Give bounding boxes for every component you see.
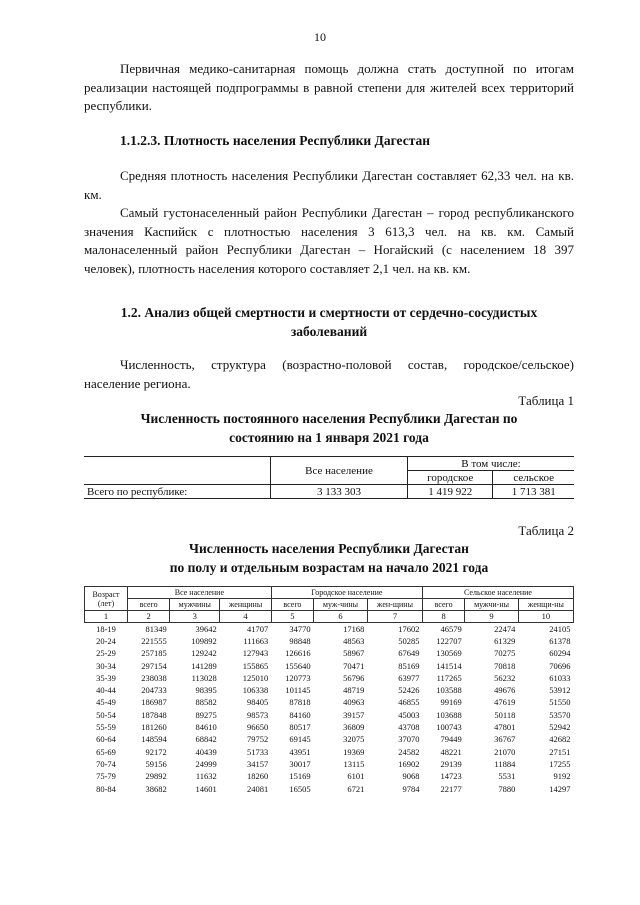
- population-cell: 69145: [289, 734, 311, 745]
- table2-column-number: 1: [85, 611, 128, 623]
- section-12-heading-line1: 1.2. Анализ общей смертности и смертности от сердечно-сосудистых: [120, 305, 538, 320]
- table2-sub-total: всего: [128, 599, 170, 611]
- population-cell: 27151: [549, 746, 571, 757]
- table1-header-urban: городское: [408, 471, 493, 485]
- population-cell: 297154: [141, 660, 167, 671]
- population-cell: 17168: [343, 623, 365, 634]
- section-1123-heading: 1.1.2.3. Плотность населения Республики Дагестан: [120, 133, 431, 148]
- population-cell: 186987: [141, 697, 167, 708]
- table2-sub-total-urban: всего: [271, 599, 313, 611]
- age-group-cell: 18-19: [96, 623, 116, 634]
- population-cell: 63977: [398, 672, 420, 683]
- population-cell: 24105: [549, 623, 571, 634]
- age-group-cell: 55-59: [96, 722, 116, 733]
- population-cell: 80517: [289, 722, 311, 733]
- table-row: [85, 783, 574, 795]
- population-cell: 40439: [195, 746, 217, 757]
- population-cell: 61378: [549, 635, 571, 646]
- age-group-cell: 60-64: [96, 734, 116, 745]
- population-cell: 111663: [243, 635, 269, 646]
- population-cell: 24081: [247, 783, 269, 794]
- population-cell: 39157: [343, 709, 365, 720]
- age-group-cell: 35-39: [96, 672, 116, 683]
- population-cell: 204733: [141, 685, 167, 696]
- population-cell: 181260: [141, 722, 167, 733]
- table1-row-label: Всего по республике:: [84, 485, 271, 499]
- population-cell: 79449: [440, 734, 462, 745]
- age-group-cell: 20-24: [96, 635, 116, 646]
- table2-column-number: 3: [170, 611, 220, 623]
- population-cell: 34770: [289, 623, 311, 634]
- population-cell: 51550: [549, 697, 571, 708]
- page-number: 10: [314, 30, 326, 44]
- population-cell: 87818: [289, 697, 311, 708]
- table2-header-all: Все население: [128, 587, 272, 599]
- population-cell: 6101: [347, 771, 365, 782]
- table2-sub-men-urban: муж-чины: [314, 599, 368, 611]
- population-cell: 47801: [494, 722, 516, 733]
- age-group-cell: 65-69: [96, 746, 116, 757]
- population-cell: 50118: [494, 709, 516, 720]
- table1-header-rural: сельское: [493, 471, 574, 485]
- population-cell: 48563: [343, 635, 365, 646]
- table2-sub-women-rural: женщи-ны: [518, 599, 573, 611]
- table-row: [85, 648, 574, 660]
- population-cell: 18260: [247, 771, 269, 782]
- population-cell: 32075: [343, 734, 365, 745]
- population-cell: 127943: [242, 648, 269, 659]
- age-group-cell: 75-79: [96, 771, 116, 782]
- population-cell: 155865: [242, 660, 269, 671]
- population-cell: 41707: [247, 623, 269, 634]
- table2-sub-women-urban: жен-щины: [367, 599, 422, 611]
- population-cell: 84160: [289, 709, 311, 720]
- table2-column-number: 6: [314, 611, 368, 623]
- population-cell: 56232: [494, 672, 516, 683]
- intro-paragraph: Первичная медико-санитарная помощь должна стать доступной по итогам реализации настоящей подпрограммы в равной степени для жителей всех территорий республики.: [84, 61, 574, 113]
- population-by-age-table: [84, 586, 574, 795]
- population-cell: 141514: [436, 660, 462, 671]
- table2-sub-total-rural: всего: [422, 599, 464, 611]
- section-12-heading-line2: заболеваний: [290, 323, 368, 339]
- table2-sub-men-rural: мужчи-ны: [465, 599, 519, 611]
- population-cell: 126616: [285, 648, 311, 659]
- population-cell: 257185: [141, 648, 167, 659]
- population-cell: 130569: [436, 648, 462, 659]
- population-cell: 40963: [343, 697, 365, 708]
- population-cell: 24582: [398, 746, 420, 757]
- table2-column-number: 7: [367, 611, 422, 623]
- table2-header-urban: Городское население: [271, 587, 422, 599]
- population-cell: 70471: [343, 660, 365, 671]
- table2-title-line1: Численность населения Республики Дагестан: [189, 541, 469, 556]
- population-cell: 117265: [436, 672, 462, 683]
- population-cell: 53570: [549, 709, 571, 720]
- table1-row-urban: 1 419 922: [408, 485, 493, 499]
- table2-header-age: Возраст (лет): [85, 587, 128, 611]
- population-cell: 88582: [195, 697, 217, 708]
- table-row: [85, 635, 574, 647]
- table-row: [85, 660, 574, 672]
- population-cell: 36767: [494, 734, 516, 745]
- table2-label: Таблица 2: [518, 523, 574, 538]
- population-cell: 125010: [242, 672, 269, 683]
- population-cell: 29139: [440, 758, 462, 769]
- population-cell: 70696: [549, 660, 571, 671]
- age-group-cell: 40-44: [96, 685, 116, 696]
- population-cell: 24999: [195, 758, 217, 769]
- density-paragraph: Средняя плотность населения Республики Дагестан составляет 62,33 чел. на кв. км.: [84, 168, 574, 202]
- population-cell: 22177: [440, 783, 462, 794]
- population-cell: 16902: [398, 758, 420, 769]
- population-cell: 46579: [440, 623, 462, 634]
- population-cell: 148594: [141, 734, 167, 745]
- table-row: [85, 709, 574, 721]
- population-cell: 49676: [494, 685, 516, 696]
- population-cell: 129242: [191, 648, 217, 659]
- population-cell: 98405: [247, 697, 269, 708]
- table1-row-rural: 1 713 381: [493, 485, 574, 499]
- table1-empty-header: [84, 457, 271, 485]
- population-total-table: [84, 456, 574, 499]
- table-row: [85, 771, 574, 783]
- age-group-cell: 70-74: [96, 758, 116, 769]
- population-cell: 11632: [195, 771, 217, 782]
- age-group-cell: 45-49: [96, 697, 116, 708]
- age-group-cell: 80-84: [96, 783, 116, 794]
- population-cell: 103688: [436, 709, 462, 720]
- population-structure-paragraph: Численность, структура (возрастно-половой состав, городское/сельское) население региона.: [84, 357, 574, 391]
- population-cell: 56796: [343, 672, 365, 683]
- population-cell: 50285: [398, 635, 420, 646]
- population-cell: 43951: [289, 746, 311, 757]
- table2-column-number: 10: [518, 611, 573, 623]
- population-cell: 89275: [195, 709, 217, 720]
- table2-column-number: 4: [220, 611, 272, 623]
- population-cell: 84610: [195, 722, 217, 733]
- population-cell: 221555: [141, 635, 167, 646]
- table2-title: [84, 540, 574, 577]
- population-cell: 13115: [343, 758, 365, 769]
- population-cell: 22474: [494, 623, 516, 634]
- population-cell: 29892: [145, 771, 167, 782]
- table-row: [85, 758, 574, 770]
- table1-title-line2: состоянию на 1 января 2021 года: [229, 429, 429, 445]
- table-row: [85, 684, 574, 696]
- population-cell: 14601: [195, 783, 217, 794]
- population-cell: 187848: [141, 709, 167, 720]
- population-cell: 96650: [247, 722, 269, 733]
- population-cell: 100743: [436, 722, 462, 733]
- table1-header-including: В том числе:: [408, 457, 575, 471]
- population-cell: 98573: [247, 709, 269, 720]
- population-cell: 47619: [494, 697, 516, 708]
- population-cell: 48719: [343, 685, 365, 696]
- population-cell: 98848: [289, 635, 311, 646]
- population-cell: 37070: [398, 734, 420, 745]
- population-cell: 85169: [398, 660, 420, 671]
- population-cell: 9192: [553, 771, 571, 782]
- population-cell: 9068: [402, 771, 420, 782]
- population-cell: 14723: [440, 771, 462, 782]
- section-12-heading: [84, 304, 574, 341]
- population-cell: 106338: [242, 685, 269, 696]
- density-extremes-paragraph: Самый густонаселенный район Республики Дагестан – город республиканского значения Каспийск с плотностью населения 3 613,3 чел. на кв. км. Самый малонаселенный район Республики Дагестан – Ногайский (с населением 18 397 человек), плотность населения которого составляет 2,1 чел. на кв. км.: [84, 205, 574, 276]
- population-cell: 58967: [343, 648, 365, 659]
- population-cell: 17602: [398, 623, 420, 634]
- table2-sub-women: женщины: [220, 599, 272, 611]
- population-cell: 120773: [285, 672, 311, 683]
- population-cell: 39642: [195, 623, 217, 634]
- population-cell: 98395: [195, 685, 217, 696]
- population-cell: 5531: [498, 771, 516, 782]
- population-cell: 16505: [289, 783, 311, 794]
- population-cell: 48221: [440, 746, 462, 757]
- population-cell: 7880: [498, 783, 516, 794]
- population-cell: 19369: [343, 746, 365, 757]
- population-cell: 17255: [549, 758, 571, 769]
- population-cell: 92172: [145, 746, 167, 757]
- population-cell: 70275: [494, 648, 516, 659]
- population-cell: 36809: [343, 722, 365, 733]
- population-cell: 68842: [195, 734, 217, 745]
- table1-title: [84, 410, 574, 447]
- age-group-cell: 30-34: [96, 660, 116, 671]
- table-row: [85, 721, 574, 733]
- table-row: [85, 672, 574, 684]
- table2-column-number: 9: [465, 611, 519, 623]
- population-cell: 155640: [285, 660, 311, 671]
- population-cell: 46855: [398, 697, 420, 708]
- population-cell: 81349: [145, 623, 167, 634]
- population-cell: 21070: [494, 746, 516, 757]
- population-cell: 59156: [145, 758, 167, 769]
- population-cell: 101145: [285, 685, 311, 696]
- table2-column-number: 8: [422, 611, 464, 623]
- population-cell: 52426: [398, 685, 420, 696]
- population-cell: 113028: [191, 672, 217, 683]
- population-cell: 122707: [436, 635, 462, 646]
- population-cell: 9784: [402, 783, 420, 794]
- population-cell: 53912: [549, 685, 571, 696]
- population-cell: 79752: [247, 734, 269, 745]
- table2-header-rural: Сельское население: [422, 587, 573, 599]
- table2-column-number: 5: [271, 611, 313, 623]
- table-row: [85, 623, 574, 636]
- population-cell: 60294: [549, 648, 571, 659]
- population-cell: 51733: [247, 746, 269, 757]
- population-cell: 14297: [549, 783, 571, 794]
- population-cell: 70818: [494, 660, 516, 671]
- age-group-cell: 25-29: [96, 648, 116, 659]
- table1-header-all: Все население: [271, 457, 408, 485]
- population-cell: 6721: [347, 783, 365, 794]
- table2-title-line2: по полу и отдельным возрастам на начало 2021 года: [169, 559, 489, 575]
- population-cell: 38682: [145, 783, 167, 794]
- table1-title-line1: Численность постоянного населения Республики Дагестан по: [140, 411, 518, 426]
- population-cell: 109892: [191, 635, 217, 646]
- table-row: [85, 746, 574, 758]
- population-cell: 67649: [398, 648, 420, 659]
- table-row: [85, 697, 574, 709]
- age-group-cell: 50-54: [96, 709, 116, 720]
- population-cell: 61329: [494, 635, 516, 646]
- population-cell: 30017: [289, 758, 311, 769]
- population-cell: 238038: [141, 672, 167, 683]
- population-cell: 11884: [494, 758, 516, 769]
- table1-label: Таблица 1: [518, 393, 574, 408]
- table2-sub-men: мужчины: [170, 599, 220, 611]
- table1-row-all: 3 133 303: [271, 485, 408, 499]
- population-cell: 99169: [440, 697, 462, 708]
- table2-column-number: 2: [128, 611, 170, 623]
- population-cell: 15169: [289, 771, 311, 782]
- population-cell: 103588: [436, 685, 462, 696]
- population-cell: 42682: [549, 734, 571, 745]
- population-cell: 34157: [247, 758, 269, 769]
- population-cell: 52942: [549, 722, 571, 733]
- table-row: [85, 734, 574, 746]
- population-cell: 141289: [191, 660, 217, 671]
- population-cell: 45003: [398, 709, 420, 720]
- population-cell: 61033: [549, 672, 571, 683]
- population-cell: 43708: [398, 722, 420, 733]
